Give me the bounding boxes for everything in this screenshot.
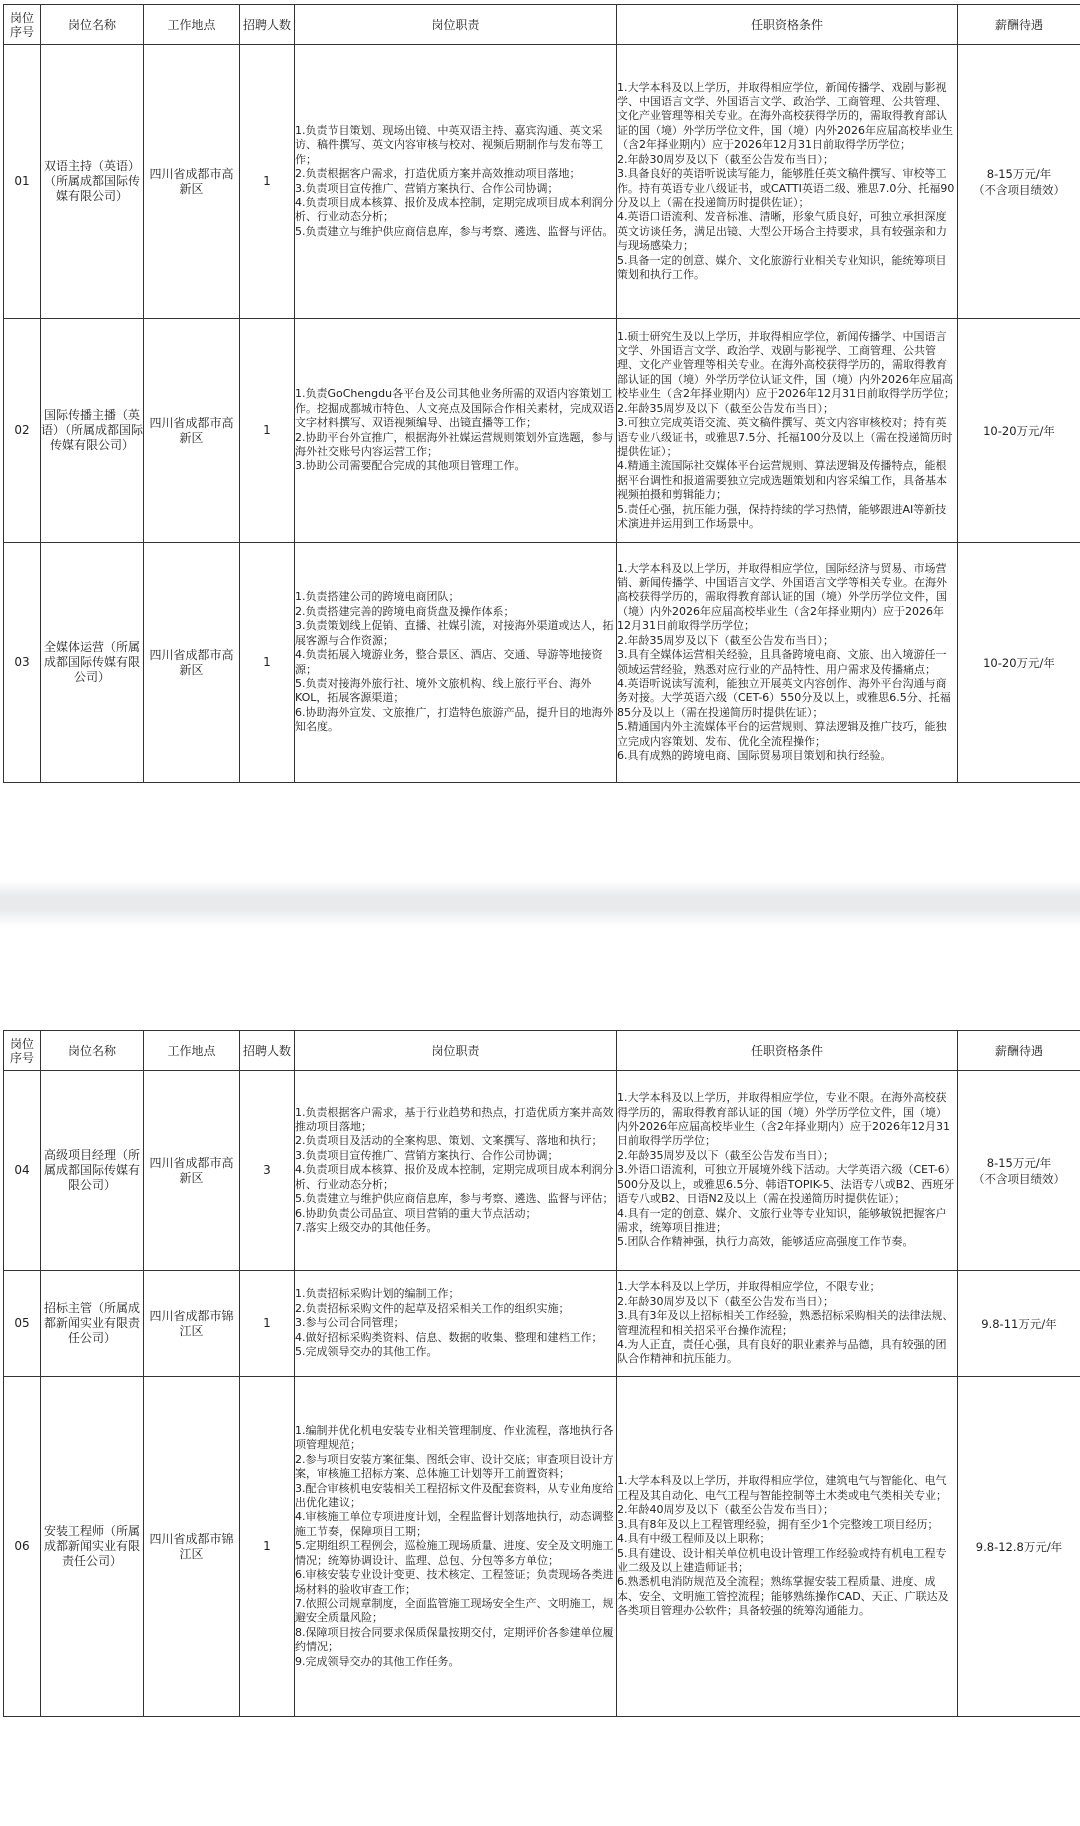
requirement-item: 4.精通主流国际社交媒体平台运营规则、算法逻辑及传播特点，能根据平台调性和报道需要独立完成选题策划和内容采编工作，具备基本视频拍摄和剪辑能力；: [617, 459, 947, 502]
job-location: 四川省成都市高新区: [144, 319, 240, 543]
duty-item: 5.负责对接海外旅行社、境外文旅机构、线上旅行平台、海外KOL，拓展客源渠道；: [295, 676, 592, 705]
header-count: 招聘人数: [240, 1031, 295, 1071]
job-name: 双语主持（英语）（所属成都国际传媒有限公司）: [41, 45, 144, 319]
job-location: 四川省成都市高新区: [144, 45, 240, 319]
duty-item: 5.定期组织工程例会，巡检施工现场质量、进度、安全及文明施工情况；统筹协调设计、监理、总包、分包等多方单位；: [295, 1539, 614, 1567]
duty-item: 2.负责招标采购文件的起草及招采相关工作的组织实施；: [295, 1301, 570, 1315]
requirement-item: 1.大学本科及以上学历，并取得相应学位，不限专业；: [617, 1280, 881, 1294]
job-requirements: [617, 45, 958, 319]
requirement-item: 6.具有成熟的跨境电商、国际贸易项目策划和执行经验。: [617, 748, 892, 762]
duty-item: 1.负责GoChengdu各平台及公司其他业务所需的双语内容策划工作。挖掘成都城市特色、人文亮点及国际合作相关素材，完成双语文字材料撰写、双语视频编导、出镜直播等工作；: [295, 387, 614, 430]
duty-item: 1.负责招标采购计划的编制工作；: [295, 1287, 460, 1301]
job-salary: 9.8-12.8万元/年: [958, 1377, 1080, 1717]
job-duties: [295, 1377, 617, 1717]
requirement-item: 4.具有一定的创意、媒介、文旅行业等专业知识，能够敏锐把握客户需求，统筹项目推进；: [617, 1206, 947, 1234]
table-header-row: [4, 1031, 1080, 1071]
job-location: 四川省成都市锦江区: [144, 1377, 240, 1717]
requirement-item: 5.团队合作精神强，执行力高效，能够适应高强度工作节奏。: [617, 1235, 914, 1249]
requirement-item: 2.年龄35周岁及以下（截至公告发布当日）；: [617, 1148, 834, 1162]
header-name: 岗位名称: [41, 5, 144, 45]
duty-item: 7.依照公司规章制度，全面监管施工现场安全生产、文明施工，规避安全质量风险；: [295, 1596, 614, 1625]
duty-item: 4.负责项目成本核算、报价及成本控制，定期完成项目成本利润分析、行业动态分析；: [295, 195, 614, 224]
job-name: 安装工程师（所属成都新闻实业有限责任公司）: [41, 1377, 144, 1717]
job-table-part-1: [3, 4, 1080, 783]
requirement-item: 1.大学本科及以上学历，并取得相应学位，建筑电气与智能化、电气工程及其自动化、电气工程与智能控制等土木类或电气类相关专业；: [617, 1474, 947, 1502]
duty-item: 6.协助海外宣发、文旅推广，打造特色旅游产品，提升目的地海外知名度。: [295, 705, 614, 734]
duty-item: 4.负责项目成本核算、报价及成本控制，定期完成项目成本利润分析、行业动态分析；: [295, 1163, 614, 1191]
header-salary: 薪酬待遇: [958, 5, 1080, 45]
requirement-item: 1.大学本科及以上学历，并取得相应学位，国际经济与贸易、市场营销、新闻传播学、中国语言文学、外国语言文学等相关专业。在海外高校获得学历的，需取得教育部认证的国（境）外学历学位文件，国（境）内外2026年应届高校毕业生（含2年择业期内）应于2026年12月31日前取得学历学位；: [617, 561, 947, 633]
job-salary: 8-15万元/年 （不含项目绩效）: [958, 45, 1080, 319]
table-row: [4, 1377, 1080, 1717]
duty-item: 9.完成领导交办的其他工作任务。: [295, 1654, 460, 1668]
job-salary: 9.8-11万元/年: [958, 1271, 1080, 1377]
requirement-item: 2.年龄40周岁及以下（截至公告发布当日）；: [617, 1503, 834, 1517]
job-count: 1: [240, 1377, 295, 1717]
duty-item: 5.完成领导交办的其他工作。: [295, 1345, 438, 1359]
job-seq: 01: [4, 45, 41, 319]
job-requirements: [617, 543, 958, 783]
job-count: 1: [240, 1271, 295, 1377]
duty-item: 3.负责项目宣传推广、营销方案执行、合作公司协调；: [295, 1148, 559, 1162]
job-location: 四川省成都市锦江区: [144, 1271, 240, 1377]
job-seq: 04: [4, 1071, 41, 1271]
job-salary: 10-20万元/年: [958, 319, 1080, 543]
duty-item: 6.协助负责公司品宣、项目营销的重大节点活动；: [295, 1206, 537, 1220]
duty-item: 4.审核施工单位专项进度计划，全程监督计划落地执行，动态调整施工节奏，保障项目工期；: [295, 1510, 614, 1538]
requirement-item: 4.英语口语流利、发音标准、清晰，形象气质良好，可独立承担深度英文访谈任务，满足出镜、大型公开场合主持要求，具有较强亲和力与现场感染力；: [617, 210, 947, 253]
duty-item: 1.负责搭建公司的跨境电商团队；: [295, 590, 460, 604]
job-count: 1: [240, 543, 295, 783]
requirement-item: 3.具有8年及以上工程管理经验，拥有至少1个完整竣工项目经历；: [617, 1517, 939, 1531]
duty-item: 6.审核安装专业设计变更、技术核定、工程签证；负责现场各类进场材料的验收审查工作；: [295, 1568, 614, 1596]
duty-item: 2.负责根据客户需求，打造优质方案并高效推动项目落地；: [295, 167, 581, 181]
header-requirements: 任职资格条件: [617, 1031, 958, 1071]
job-count: 1: [240, 45, 295, 319]
header-count: 招聘人数: [240, 5, 295, 45]
duty-item: 2.参与项目安装方案征集、图纸会审、设计交底；审查项目设计方案，审核施工招标方案、总体施工计划等开工前置资料；: [295, 1452, 614, 1481]
header-duties: 岗位职责: [295, 5, 617, 45]
requirement-item: 2.年龄30周岁及以下（截至公告发布当日）；: [617, 1294, 834, 1308]
job-count: 3: [240, 1071, 295, 1271]
table-page-1: [0, 0, 1080, 860]
duty-item: 3.负责项目宣传推广、营销方案执行、合作公司协调；: [295, 181, 559, 195]
header-salary: 薪酬待遇: [958, 1031, 1080, 1071]
duty-item: 1.负责根据客户需求，基于行业趋势和热点，打造优质方案并高效推动项目落地；: [295, 1105, 614, 1134]
job-seq: 06: [4, 1377, 41, 1717]
job-seq: 03: [4, 543, 41, 783]
job-duties: [295, 45, 617, 319]
header-location: 工作地点: [144, 1031, 240, 1071]
table-page-2: [0, 1030, 1080, 1826]
requirement-item: 4.为人正直，责任心强，具有良好的职业素养与品德，具有较强的团队合作精神和抗压能力。: [617, 1337, 947, 1366]
duty-item: 5.负责建立与维护供应商信息库，参与考察、遴选、监督与评估；: [295, 1192, 614, 1206]
job-requirements: [617, 1071, 958, 1271]
job-duties: [295, 319, 617, 543]
header-duties: 岗位职责: [295, 1031, 617, 1071]
requirement-item: 6.熟悉机电消防规范及全流程；熟练掌握安装工程质量、进度、成本、安全、文明施工管控流程；能够熟练操作CAD、天正、广联达及各类项目管理办公软件；具备较强的统筹沟通能力。: [617, 1575, 949, 1618]
duty-item: 1.负责节目策划、现场出镜、中英双语主持、嘉宾沟通、英文采访、稿件撰写、英文内容审核与校对、视频后期制作与发布等工作；: [295, 123, 603, 166]
table-row: [4, 319, 1080, 543]
requirement-item: 5.精通国内外主流媒体平台的运营规则、算法逻辑及推广技巧，能独立完成内容策划、发布、优化全流程操作；: [617, 720, 947, 748]
requirement-item: 3.具备良好的英语听说读写能力，能够胜任英文稿件撰写、审校等工作。持有英语专业八级证书，或CATTI英语二级、雅思7.0分、托福90分及以上（需在投递简历时提供佐证）；: [617, 167, 955, 209]
job-salary: 10-20万元/年: [958, 543, 1080, 783]
requirement-item: 3.具有3年及以上招标相关工作经验，熟悉招标采购相关的法律法规、管理流程和相关招采平台操作流程；: [617, 1309, 954, 1337]
table-row: [4, 1271, 1080, 1377]
job-location: 四川省成都市高新区: [144, 543, 240, 783]
requirement-item: 2.年龄30周岁及以下（截至公告发布当日）；: [617, 152, 834, 166]
duty-item: 8.保障项目按合同要求保质保量按期交付，定期评价各参建单位履约情况；: [295, 1625, 614, 1654]
table-header-row: [4, 5, 1080, 45]
requirement-item: 1.硕士研究生及以上学历，并取得相应学位，新闻传播学、中国语言文学、外国语言文学、政治学、戏剧与影视学、工商管理、公共管理、文化产业管理等相关专业。在海外高校获得学历的，需取得教育部认证的国（境）外学历学位认证文件，国（境）内外2026年应届高校毕业生（含2年择业期内）应于2026年12月31日前取得学历学位；: [617, 329, 955, 401]
duty-item: 1.编制并优化机电安装专业相关管理制度、作业流程，落地执行各项管理规范；: [295, 1424, 614, 1452]
requirement-item: 5.具备一定的创意、媒介、文化旅游行业相关专业知识，能统筹项目策划和执行工作。: [617, 253, 947, 281]
duty-item: 5.负责建立与维护供应商信息库，参与考察、遴选、监督与评估。: [295, 224, 614, 238]
requirement-item: 3.可独立完成英语交流、英文稿件撰写、英文内容审核校对；持有英语专业八级证书，或雅思7.5分、托福100分及以上（需在投递简历时提供佐证）；: [617, 416, 953, 458]
job-duties: [295, 1071, 617, 1271]
duty-item: 3.协助公司需要配合完成的其他项目管理工作。: [295, 459, 526, 473]
header-location: 工作地点: [144, 5, 240, 45]
requirement-item: 5.具有建设、设计相关单位机电设计管理工作经验或持有机电工程专业二级及以上建造师证书；: [617, 1546, 947, 1574]
job-duties: [295, 1271, 617, 1377]
duty-item: 3.参与公司合同管理；: [295, 1316, 405, 1330]
job-seq: 05: [4, 1271, 41, 1377]
requirement-item: 3.具有全媒体运营相关经验，且具备跨境电商、文旅、出入境游任一领域运营经验，熟悉对应行业的产品特性、用户需求及传播痛点；: [617, 648, 947, 676]
header-seq: 岗位 序号: [4, 1031, 41, 1071]
header-name: 岗位名称: [41, 1031, 144, 1071]
job-table-part-2: [3, 1030, 1080, 1717]
table-row: [4, 1071, 1080, 1271]
table-row: [4, 45, 1080, 319]
requirement-item: 2.年龄35周岁及以下（截至公告发布当日）；: [617, 401, 834, 415]
duty-item: 7.落实上级交办的其他任务。: [295, 1220, 438, 1234]
job-count: 1: [240, 319, 295, 543]
job-requirements: [617, 319, 958, 543]
page-separator: [0, 880, 1080, 926]
requirement-item: 5.责任心强，抗压能力强，保持持续的学习热情，能够跟进AI等新技术演进并运用到工作场景中。: [617, 502, 947, 530]
job-seq: 02: [4, 319, 41, 543]
job-name: 全媒体运营（所属成都国际传媒有限公司）: [41, 543, 144, 783]
duty-item: 4.做好招标采购类资料、信息、数据的收集、整理和建档工作；: [295, 1330, 603, 1344]
requirement-item: 1.大学本科及以上学历，并取得相应学位，专业不限。在海外高校获得学历的，需取得教育部认证的国（境）外学历学位文件，国（境）内外2026年应届高校毕业生（含2年择业期内）应于2026年12月31日前取得学历学位；: [617, 1091, 950, 1148]
header-seq: 岗位 序号: [4, 5, 41, 45]
job-name: 国际传播主播（英语）（所属成都国际传媒有限公司）: [41, 319, 144, 543]
job-requirements: [617, 1271, 958, 1377]
duty-item: 3.负责策划线上促销、直播、社媒引流，对接海外渠道或达人，拓展客源与合作资源；: [295, 619, 614, 647]
table-row: [4, 543, 1080, 783]
job-name: 招标主管（所属成都新闻实业有限责任公司）: [41, 1271, 144, 1377]
duty-item: 2.负责项目及活动的全案构思、策划、文案撰写、落地和执行；: [295, 1134, 603, 1148]
duty-item: 2.协助平台外宣推广，根据海外社媒运营规则策划外宣选题，参与海外社交账号内容运营工作；: [295, 430, 614, 458]
requirement-item: 4.英语听说读写流利，能独立开展英文内容创作、海外平台沟通与商务对接。大学英语六级（CET-6）550分及以上，或雅思6.5分、托福85分及以上（需在投递简历时提供佐证）；: [617, 676, 951, 719]
header-requirements: 任职资格条件: [617, 5, 958, 45]
job-requirements: [617, 1377, 958, 1717]
job-duties: [295, 543, 617, 783]
requirement-item: 3.外语口语流利，可独立开展境外线下活动。大学英语六级（CET-6）500分及以上，或雅思6.5分、韩语TOPIK-5、法语专八或B2、西班牙语专八或B2、日语N2及以上（需在投递简历时提供佐证）；: [617, 1163, 956, 1206]
duty-item: 3.配合审核机电安装相关工程招标文件及配套资料，从专业角度给出优化建议；: [295, 1481, 614, 1510]
job-location: 四川省成都市高新区: [144, 1071, 240, 1271]
requirement-item: 2.年龄35周岁及以下（截至公告发布当日）；: [617, 633, 834, 647]
job-salary: 8-15万元/年 （不含项目绩效）: [958, 1071, 1080, 1271]
duty-item: 4.负责拓展入境游业务，整合景区、酒店、交通、导游等地接资源；: [295, 648, 603, 676]
duty-item: 2.负责搭建完善的跨境电商货盘及操作体系；: [295, 604, 515, 618]
requirement-item: 4.具有中级工程师及以上职称；: [617, 1532, 771, 1546]
requirement-item: 1.大学本科及以上学历，并取得相应学位，新闻传播学、戏剧与影视学、中国语言文学、外国语言文学、政治学、工商管理、公共管理、文化产业管理等相关专业。在海外高校获得学历的，需取得教育部认证的国（境）外学历学位文件，国（境）内外2026年应届高校毕业生（含2年择业期内）应于2026年12月31日前取得学历学位；: [617, 80, 953, 152]
job-name: 高级项目经理（所属成都国际传媒有限公司）: [41, 1071, 144, 1271]
